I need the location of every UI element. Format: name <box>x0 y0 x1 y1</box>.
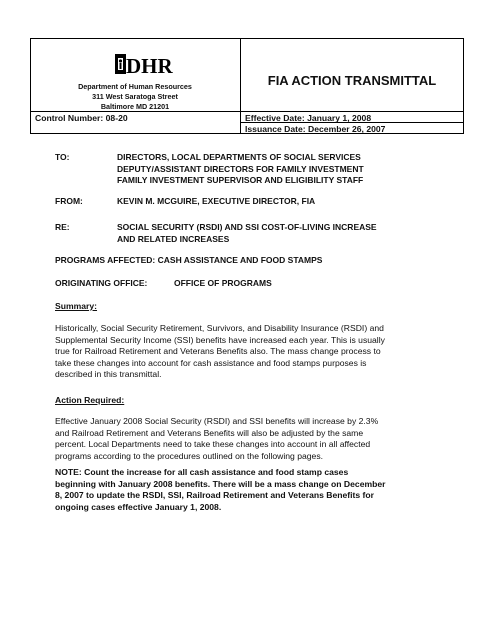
note-line: NOTE: Count the increase for all cash assistance and food stamp cases <box>55 467 349 477</box>
from-value: KEVIN M. MCGUIRE, EXECUTIVE DIRECTOR, FIA <box>117 196 316 206</box>
summary-line: Supplemental Security Income (SSI) benefits have increased each year. This is usually <box>55 334 385 345</box>
re-label: RE: <box>55 222 70 232</box>
programs-affected: PROGRAMS AFFECTED: CASH ASSISTANCE AND FOOD STAMPS <box>55 255 323 265</box>
summary-line: true for Railroad Retirement and Veterans Benefits also. The mass change process to <box>55 346 381 357</box>
note-line: beginning with January 2008 benefits. There will be a mass change on December <box>55 478 386 489</box>
logo-text: DHR <box>126 54 173 78</box>
summary-line: Historically, Social Security Retirement, Survivors, and Disability Insurance (RSDI) and <box>55 323 384 333</box>
note-line: ongoing cases effective January 1, 2008. <box>55 501 222 512</box>
summary-paragraph <box>55 323 465 381</box>
to-recipients <box>117 152 364 187</box>
re-line: SOCIAL SECURITY (RSDI) AND SSI COST-OF-LIVING INCREASE <box>117 222 377 232</box>
to-line: FAMILY INVESTMENT SUPERVISOR AND ELIGIBILITY STAFF <box>117 175 364 185</box>
re-subject <box>117 222 377 245</box>
summary-heading: Summary: <box>55 301 98 311</box>
action-line: percent. Local Departments need to take these changes into account in all affected <box>55 439 371 450</box>
note-line: 8, 2007 to update the RSDI, SSI, Railroad Retirement and Veterans Benefits for <box>55 490 375 501</box>
action-line: and Railroad Retirement and Veterans Benefits will also be adjusted by the same <box>55 427 364 438</box>
dept-line: 311 West Saratoga Street <box>92 92 178 101</box>
issuance-date: Issuance Date: December 26, 2007 <box>245 124 386 134</box>
summary-line: described in this transmittal. <box>55 369 162 380</box>
effective-date: Effective Date: January 1, 2008 <box>245 113 372 123</box>
to-line: DIRECTORS, LOCAL DEPARTMENTS OF SOCIAL SERVICES <box>117 152 361 162</box>
action-heading: Action Required: <box>55 395 125 405</box>
summary-line: take these changes into account for cash assistance and food stamps purposes is <box>55 357 367 368</box>
to-label: TO: <box>55 152 70 162</box>
originating-value: OFFICE OF PROGRAMS <box>174 278 272 288</box>
note-paragraph <box>55 467 465 513</box>
re-line: AND RELATED INCREASES <box>117 233 230 244</box>
action-line: programs according to the procedures outlined on the following pages. <box>55 450 324 461</box>
action-line: Effective January 2008 Social Security (RSDI) and SSI benefits will increase by 2.3% <box>55 416 379 426</box>
to-line: DEPUTY/ASSISTANT DIRECTORS FOR FAMILY INVESTMENT <box>117 163 364 174</box>
dept-line: Department of Human Resources <box>78 82 192 91</box>
control-number: Control Number: 08-20 <box>35 113 128 123</box>
action-paragraph <box>55 416 465 462</box>
from-label: FROM: <box>55 196 83 206</box>
dept-address <box>30 82 240 112</box>
originating-label: ORIGINATING OFFICE: <box>55 278 148 288</box>
document-title: FIA ACTION TRANSMITTAL <box>267 73 437 88</box>
dept-line: Baltimore MD 21201 <box>100 102 170 111</box>
dhr-logo <box>115 52 173 78</box>
